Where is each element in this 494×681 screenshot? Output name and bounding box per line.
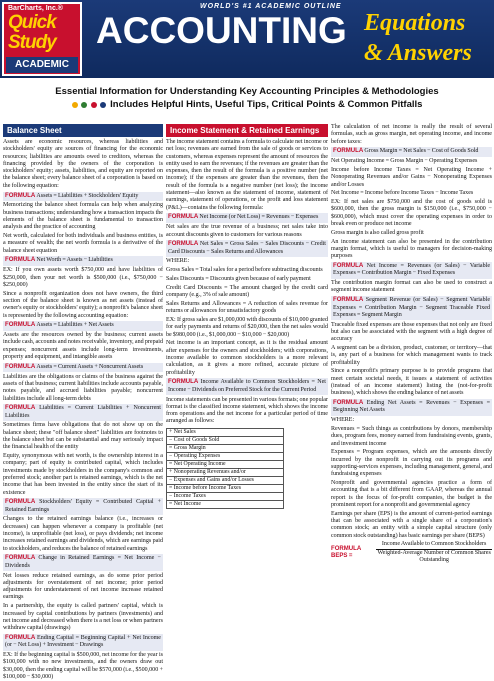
income_statement-paragraph: Income statements can be presented in various formats; one popular format is the classified income statement, which shows the income from operations and the net income for a particular period of time arranged as follows:: [166, 396, 328, 425]
margins-paragraph: Earnings per share (EPS) is the amount of current-period earnings that can be associated with a single share of a corporation's common stock; an entity with a simple capital structure (only common stock outstanding) has basic earnings per share (BEPS): [331, 510, 492, 539]
formula-label: FORMULA: [333, 297, 366, 304]
balance_sheet-paragraph: In a partnership, the equity is called partners' capital, which is increased by capital contributions by partners (investments) and net income and decreased when there is a net loss or when partners withdraw capital (drawings): [3, 603, 163, 632]
income-statement-body: [166, 139, 328, 426]
page-subtitle-1: Equations: [364, 10, 466, 36]
helpful-hint-icon: [72, 102, 78, 108]
balance_sheet-paragraph: Memorizing the balance sheet formula can help when analyzing business transactions; understanding how a transaction impacts the elements of the balance sheet is fundamental to transaction analysis and the practice of accounting: [3, 202, 163, 231]
balance_sheet-paragraph: FORMULA Liabilities = Current Liabilities + Noncurrent Liabilities: [3, 404, 163, 421]
income_statement-paragraph: The income statement contains a formula to calculate net income or net loss; revenues are earned from the sale of goods or services to customers, whereas expenses represent the amount of resources the entity used to earn the revenues; if the revenues are greater than the expenses, then the result of the formula is a positive number (net income); if the expenses are greater than the revenues, then the result of the formula is a negative number (net loss); the income statement—also known as the statement of income, statement of earnings, statement of operations, or the profit and loss statement (P&L)—contains the following formula:: [166, 139, 328, 211]
margins-paragraph: The contribution margin format can also be used to construct a segment income statement: [331, 280, 492, 294]
balance_sheet-paragraph: FORMULA Assets = Liabilities + Net Assets: [3, 321, 163, 330]
header-banner: [0, 0, 494, 78]
useful-tip-icon: [81, 102, 87, 108]
critical-point-icon: [91, 102, 97, 108]
balance-sheet-heading: Balance Sheet: [3, 124, 163, 137]
formula-label: FORMULA: [168, 379, 201, 386]
balance_sheet-paragraph: Since a nonprofit organization does not have owners, the third section of the balance sheet is known as net assets (instead of owner's equity or stockholders' equity); a nonprofit's balance sheet is represented by the following accounting equation:: [3, 290, 163, 319]
table-row: − Cost of Goods Sold: [167, 436, 284, 444]
margins-body: [331, 124, 492, 540]
income_statement-paragraph: Sales Returns and Allowances = A reduction of sales revenue for returns or allowances for unsatisfactory goods: [166, 300, 328, 315]
tagline: WORLD'S #1 ACADEMIC OUTLINE: [200, 3, 342, 10]
balance_sheet-paragraph: FORMULA Ending Capital = Beginning Capital + Net Income (or − Net Loss) + Investment − Drawings: [3, 634, 163, 651]
balance_sheet-paragraph: FORMULA Change in Retained Earnings = Net Income − Dividends: [3, 554, 163, 571]
margins-paragraph: FORMULA Net Income = Revenues (or Sales) − Variable Expenses = Contribution Margin − Fixed Expenses: [331, 262, 492, 279]
table-row: = Income before Income Taxes: [167, 484, 284, 492]
formula-label: FORMULA: [5, 405, 40, 412]
logo-academic: ACADEMIC: [6, 57, 78, 73]
table-row: − Income Taxes: [167, 492, 284, 500]
balance_sheet-paragraph: Net losses reduce retained earnings, as do some prior period adjustments for overstatement of net income; prior period adjustments for understatement of net income increase retained earnings: [3, 572, 163, 601]
margins-paragraph: FORMULA Segment Revenue (or Sales) − Segment Variable Expenses = Contribution Margin − Segment Traceable Fixed Expenses = Segment Margin: [331, 296, 492, 320]
classified-income-table: [166, 428, 284, 509]
formula-label: FORMULA: [5, 363, 37, 370]
balance-sheet-body: [3, 139, 163, 681]
table-row: = Net Operating Income: [167, 460, 284, 468]
balance_sheet-paragraph: FORMULA Stockholders' Equity = Contributed Capital + Retained Earnings: [3, 498, 163, 515]
margins-paragraph: FORMULA Gross Margin = Net Sales − Cost of Goods Sold: [331, 147, 492, 156]
page-subtitle-2: & Answers: [364, 40, 472, 66]
formula-label: FORMULA: [5, 192, 37, 199]
margins-paragraph: Expenses = Program expenses, which are the amounts directly incurred by the nonprofit in carrying out its programs and supporting-services expenses, including management, general, and fundraising expenses: [331, 449, 492, 478]
income_statement-paragraph: Sales Discounts = Discounts given because of early payment: [166, 276, 311, 283]
formula-label: FORMULA: [168, 214, 200, 221]
intro-line-2: [0, 99, 494, 110]
income_statement-paragraph: Net sales are the true revenue of a business; net sales take into account discounts given to customers for various reasons: [166, 224, 328, 238]
formula-label: FORMULA: [5, 634, 37, 641]
formula-label: FORMULA: [5, 555, 39, 562]
balance_sheet-paragraph: Liabilities are the obligations or claims of the business against the assets of that business; current liabilities include accounts payable, notes payable, and accrued liabilities payable; noncurrent liabilities include all long-term debts: [3, 373, 163, 402]
income-statement-column: [166, 124, 328, 638]
income_statement-paragraph: FORMULA Net Sales = Gross Sales − Sales Discounts − Credit Card Discounts − Sales Returns and Allowances: [166, 240, 328, 257]
margins-paragraph: Since a nonprofit's primary purpose is to provide programs that meet certain societal needs, it issues a statement of activities (instead of an income statement) listing the (not-for-profit business), which shows the ending balance of net assets: [331, 368, 492, 397]
table-row: = Gross Margin: [167, 444, 284, 452]
margins-paragraph: Gross margin is also called gross profit: [331, 229, 424, 236]
margins-paragraph: The calculation of net income is really the result of several formulas, such as gross margin, net operating income, and income before taxes:: [331, 124, 492, 145]
balance-sheet-column: [3, 124, 163, 680]
balance_sheet-paragraph: EX: If you own assets worth $750,000 and have liabilities of $250,000, then your net worth is $500,000 (i.e., $750,000 − $250,000): [3, 267, 163, 288]
formula-label: FORMULA: [5, 499, 40, 506]
margins-paragraph: Income before Income Taxes = Net Operating Income + Nonoperating Revenues and/or Gains − Nonoperating Expenses and/or Losses: [331, 166, 492, 188]
table-row: − Operating Expenses: [167, 452, 284, 460]
formula-label: FORMULA: [333, 263, 367, 270]
income_statement-paragraph: EX: If gross sales are $1,000,000 with discounts of $10,000 granted for early payments and returns of $20,000, then the net sales would be $980,000 (i.e., $1,000,000 − $10,000 − $20,000): [166, 317, 328, 338]
income_statement-paragraph: FORMULA Income Available to Common Stockholders = Net Income − Dividends on Preferred Stock for the Current Period: [166, 378, 328, 395]
common-pitfall-icon: [100, 102, 106, 108]
table-row: + Nonoperating Revenues and/or: [167, 468, 284, 476]
income-statement-heading: Income Statement & Retained Earnings: [166, 124, 328, 137]
logo-study: Study: [8, 32, 56, 53]
quickstudy-logo: [2, 2, 82, 76]
logo-quick: Quick: [8, 12, 56, 33]
margins-paragraph: EX: If net sales are $750,000 and the cost of goods sold is $600,000, then the gross margin is $150,000 (i.e., $750,000 − $600,000), which must cover the operating expenses in order to break even or produce net income: [331, 199, 492, 228]
beps-numerator: Income Available to Common Stockholders: [376, 541, 492, 549]
balance_sheet-paragraph: FORMULA Assets = Liabilities + Stockholders' Equity: [3, 192, 163, 201]
balance_sheet-paragraph: FORMULA Assets = Current Assets + Noncurrent Assets: [3, 363, 163, 372]
page-title: ACCOUNTING: [96, 10, 347, 51]
margins-paragraph: FORMULA Ending Net Assets = Revenues − Expenses = Beginning Net Assets: [331, 399, 492, 416]
margins-paragraph: Net Operating Income = Gross Margin − Operating Expenses: [331, 158, 478, 165]
income_statement-paragraph: FORMULA Net Income (or Net Loss) = Revenues − Expenses: [166, 213, 328, 222]
income_statement-paragraph: Net income is an important concept, as it is the residual amount after expenses for the owners and stockholders; with corporations, income available to common stockholders is a more relevant calculation, as it gives a more refined, accurate picture of profitability: [166, 340, 328, 376]
formula-label: FORMULA: [5, 257, 37, 264]
income_statement-paragraph: Gross Sales = Total sales for a period before subtracting discounts: [166, 267, 323, 274]
intro-line-2-text: Includes Helpful Hints, Useful Tips, Critical Points & Common Pitfalls: [110, 99, 423, 110]
margins-paragraph: Net Income = Income before Income Taxes − Income Taxes: [331, 190, 474, 197]
balance_sheet-paragraph: EX: If the beginning capital is $500,000, net income for the year is $100,000 with no new investments, and the owners draw out $30,000, then the ending capital will be $570,000 (i.e., $500,000 + $100,000 − $30,000): [3, 652, 163, 680]
margins-paragraph: A segment can be a division, product, customer, or territory—that is, any part of a business for which management wants to track profitability: [331, 345, 492, 366]
intro-line-1: Essential Information for Understanding Key Accounting Principles & Methodologies: [55, 86, 439, 97]
table-row: − Expenses and Gains and/or Losses: [167, 476, 284, 484]
beps-denominator: Weighted-Average Number of Common Shares Outstanding: [377, 549, 491, 564]
margins-paragraph: Revenues = Such things as contributions by donors, membership dues, program fees, money earned from fundraising events, grants, and investment income: [331, 425, 492, 447]
beps-formula: [331, 541, 492, 564]
balance_sheet-paragraph: Sometimes firms have obligations that do not show up on the balance sheet; these "off balance sheet" liabilities are footnotes to the balance sheet but can be substantial and may seriously impact the financial health of the entity: [3, 422, 163, 451]
margins-column: [331, 124, 492, 638]
formula-label: FORMULA: [333, 400, 367, 407]
balance_sheet-paragraph: Changes to the retained earnings balance (i.e., increases or decreases) can happen whenever a company is profitable (net income), is unprofitable (net loss), or pays dividends; net income increases retained earnings and dividends, which are earnings paid to stockholders, and reduces the balance of retained earnings: [3, 516, 163, 552]
margins-paragraph: WHERE:: [331, 417, 355, 424]
balance_sheet-paragraph: Equity, synonymous with net worth, is the ownership interest in a company; part of equity is contributed capital, which includes investments made by stockholders in the company's common and preferred stock; another part is retained earnings, which is the net income that has been invested in the entity since the start of its existence: [3, 453, 163, 496]
margins-paragraph: An income statement can also be presented in the contribution margin format, which is useful to managers for decision-making purposes: [331, 238, 492, 260]
margins-paragraph: Traceable fixed expenses are those expenses that not only are fixed but also can be associated with the segment with a high degree of accuracy: [331, 321, 492, 343]
margins-paragraph: Nonprofit and governmental agencies practice a form of accounting that is a bit different from GAAP, whereas the annual report is the focus of for-profit companies, the budget is the prominent report for a nonprofit and governmental agency: [331, 480, 492, 508]
balance_sheet-paragraph: Net worth, calculated for both individuals and business entities, is a measure of wealth; the net worth formula is a derivative of the balance sheet equation: [3, 233, 163, 254]
table-row: = Net Income: [167, 500, 284, 508]
logo-publisher: BarCharts, Inc.®: [8, 5, 63, 12]
balance_sheet-paragraph: FORMULA Net Worth = Assets − Liabilities: [3, 256, 163, 265]
beps-label: FORMULA BEPS =: [331, 545, 362, 559]
income_statement-paragraph: Credit Card Discounts = The amount charged by the credit card company (e.g., 3% of sale amount): [166, 284, 328, 299]
balance_sheet-paragraph: Assets are the resources owned by the business; current assets include cash, accounts and notes receivable, inventory, and prepaid expenses; noncurrent assets include long-term investments, property and equipment, and intangible assets: [3, 332, 163, 361]
formula-label: FORMULA: [5, 322, 37, 329]
income_statement-paragraph: WHERE:: [166, 258, 190, 265]
formula-label: FORMULA: [168, 241, 200, 248]
table-row: + Net Sales: [167, 428, 284, 436]
formula-label: FORMULA: [333, 148, 365, 155]
balance_sheet-paragraph: Assets are economic resources, whereas liabilities and stockholders' equity are sources of financing for the economic resources; liabilities are amounts owed to creditors, whereas the financing provided by the owners of the corporation is stockholders' equity; assets, liabilities, and equity are reported on the balance sheet; every balance sheet of a corporation is based on the following equation:: [3, 139, 163, 189]
